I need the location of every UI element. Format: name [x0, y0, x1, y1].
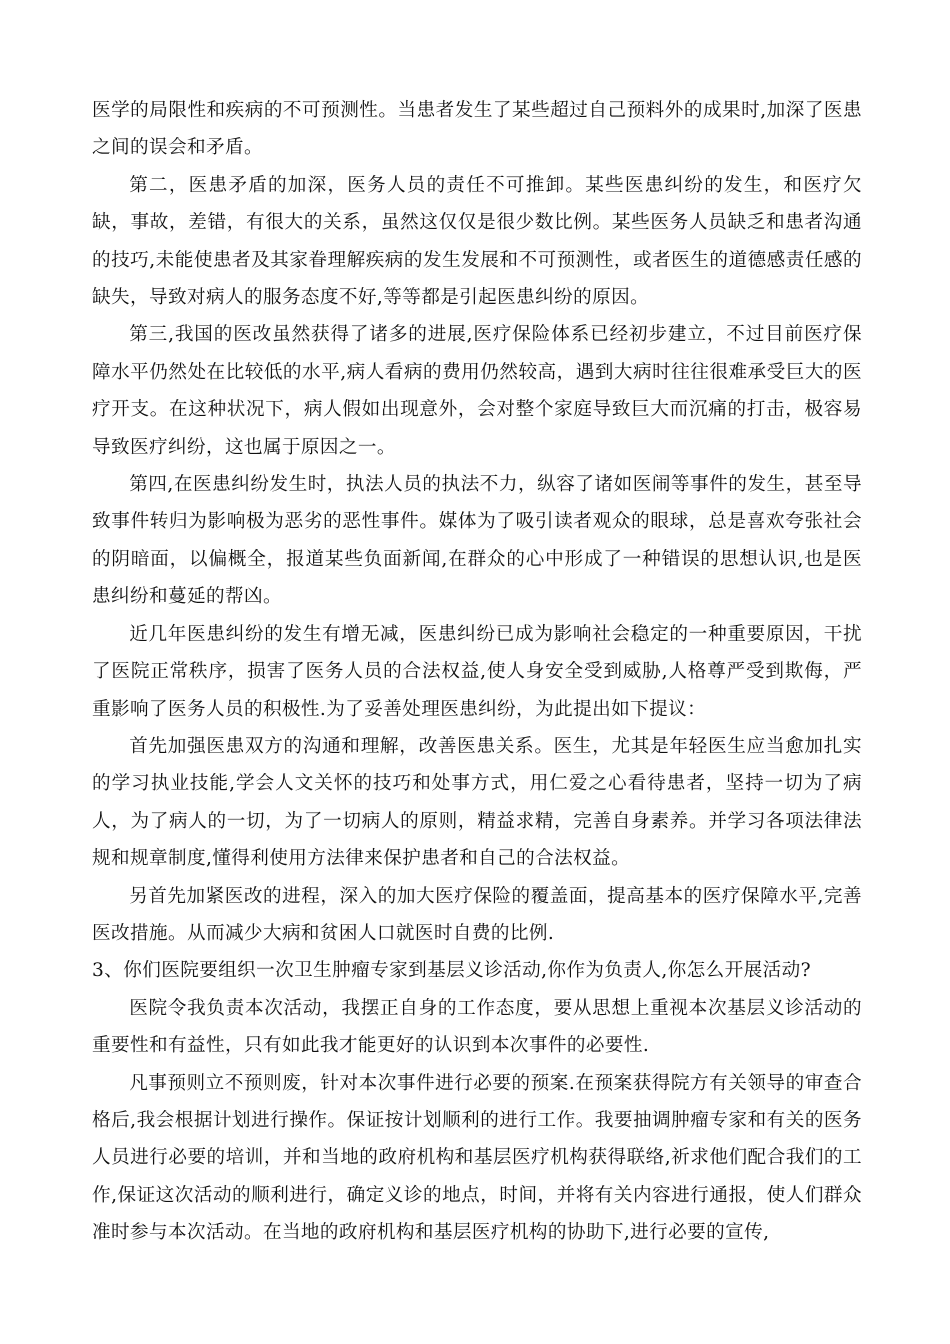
question-heading: 3、你们医院要组织一次卫生肿瘤专家到基层义诊活动,你作为负责人,你怎么开展活动?	[92, 960, 811, 982]
paragraph-answer-attitude: 医院令我负责本次活动，我摆正自身的工作态度，要从思想上重视本次基层义诊活动的重要性和有益性，只有如此我才能更好的认识到本次事件的必要性.	[92, 997, 862, 1057]
paragraph-summary: 近几年医患纠纷的发生有增无减，医患纠纷已成为影响社会稳定的一种重要原因，干扰了医院正常秩序，损害了医务人员的合法权益,使人身安全受到威胁,人格尊严受到欺侮，严重影响了医务人员的积极性.为了妥善处理医患纠纷，为此提出如下提议：	[92, 623, 862, 720]
paragraph-answer-plan: 凡事预则立不预则废，针对本次事件进行必要的预案.在预案获得院方有关领导的审查合格后,我会根据计划进行操作。保证按计划顺利的进行工作。我要抽调肿瘤专家和有关的医务人员进行必要的培训，并和当地的政府机构和基层医疗机构获得联络,祈求他们配合我们的工作,保证这次活动的顺利进行，确定义诊的地点，时间，并将有关内容进行通报，使人们群众准时参与本次活动。在当地的政府机构和基层医疗机构的协助下,进行必要的宣传,	[92, 1072, 862, 1244]
paragraph-suggestion-one: 首先加强医患双方的沟通和理解，改善医患关系。医生，尤其是年轻医生应当愈加扎实的学习执业技能,学会人文关怀的技巧和处事方式，用仁爱之心看待患者，坚持一切为了病人，为了病人的一切，为了一切病人的原则，精益求精，完善自身素养。并学习各项法律法规和规章制度,懂得利使用方法律来保护患者和自己的合法权益。	[92, 735, 862, 870]
paragraph-third-reason: 第三,我国的医改虽然获得了诸多的进展,医疗保险体系已经初步建立，不过目前医疗保障水平仍然处在比较低的水平,病人看病的费用仍然较高，遇到大病时往往很难承受巨大的医疗开支。在这种状况下，病人假如出现意外，会对整个家庭导致巨大而沉痛的打击，极容易导致医疗纠纷，这也属于原因之一。	[92, 324, 862, 458]
paragraph-suggestion-two: 另首先加紧医改的进程，深入的加大医疗保险的覆盖面，提高基本的医疗保障水平,完善医改措施。从而减少大病和贫困人口就医时自费的比例.	[92, 885, 862, 944]
paragraph-second-reason: 第二，医患矛盾的加深，医务人员的责任不可推卸。某些医患纠纷的发生，和医疗欠缺，事故，差错，有很大的关系，虽然这仅仅是很少数比例。某些医务人员缺乏和患者沟通的技巧,未能使患者及其家眷理解疾病的发生发展和不可预测性，或者医生的道德感责任感的缺失，导致对病人的服务态度不好,等等都是引起医患纠纷的原因。	[92, 174, 862, 309]
paragraph-continuation: 医学的局限性和疾病的不可预测性。当患者发生了某些超过自己预料外的成果时,加深了医患之间的误会和矛盾。	[92, 100, 862, 159]
document-page	[92, 92, 862, 1252]
paragraph-fourth-reason: 第四,在医患纠纷发生时，执法人员的执法不力，纵容了诸如医闹等事件的发生，甚至导致事件转归为影响极为恶劣的恶性事件。媒体为了吸引读者观众的眼球，总是喜欢夸张社会的阴暗面，以偏概全，报道某些负面新闻,在群众的心中形成了一种错误的思想认识,也是医患纠纷和蔓延的帮凶。	[92, 474, 862, 608]
